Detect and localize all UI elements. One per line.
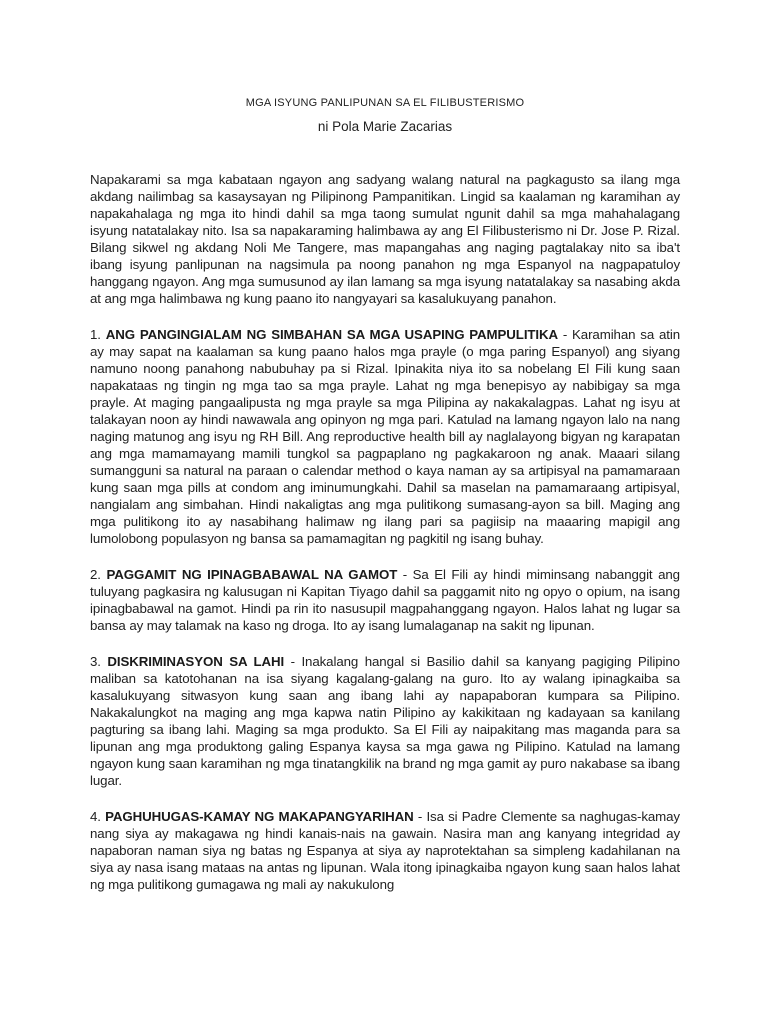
- section-2-heading: PAGGAMIT NG IPINAGBABAWAL NA GAMOT: [106, 567, 398, 582]
- section-3-number: 3.: [90, 654, 101, 669]
- section-1-paragraph: [90, 326, 680, 547]
- section-1-body: - Karamihan sa atin ay may sapat na kaalaman sa kung paano halos mga prayle (o mga paring Espanyol) ang siyang namuno noong panahong nabubuhay pa si Rizal. Ipinakita niya ito sa nobelang El Fili kung saan napakataas ng tingin ng mga tao sa mga prayle. Lahat ng mga benepisyo ay nabibigay sa mga prayle. At maging pangaalipusta ng mga prayle sa mga Pilipina ay nakakalagpas. Lahat ng isyu at talakayan noon ay hindi nawawala ang opinyon ng mga pari. Katulad na lamang ngayon lalo na nang naging matunog ang isyu ng RH Bill. Ang reproductive health bill ay naglalayong bigyan ng karapatan ang mga mamamayang mamili tungkol sa pagpaplano ng pagkakaroon ng anak. Maaari silang sumangguni sa natural na paraan o calendar method o kaya naman ay sa artipisyal na pamamaraan kung saan mga pills at condom ang iminumungkahi. Dahil sa maselan na pamamaraang artipisyal, nangialam ang simbahan. Hindi nakaligtas ang mga pulitikong sumasang-ayon sa bill. Maging ang mga pulitikong ito ay nasabihang halimaw ng ilang pari sa pagiisip na maaaring mapigil ang lumolobong populasyon ng bansa sa pamamagitan ng pagkitil ng isang buhay.: [90, 327, 680, 546]
- section-3-heading: DISKRIMINASYON SA LAHI: [107, 654, 285, 669]
- section-4-body: - Isa si Padre Clemente sa naghugas-kamay nang siya ay makagawa ng hindi kanais-nais na gawain. Nasira man ang kanyang integridad ay napaboran naman siya ng batas ng Espanya at siya ay naprotektahan sa simpleng kadahilanan na siya ay nasa isang mataas na antas ng lipunan. Wala itong ipinagkaiba ngayon kung saan halos lahat ng mga pulitikong gumagawa ng mali ay nakukulong: [90, 809, 680, 892]
- section-1-heading: ANG PANGINGIALAM NG SIMBAHAN SA MGA USAPING PAMPULITIKA: [105, 327, 559, 342]
- section-2-paragraph: [90, 566, 680, 634]
- document-title: MGA ISYUNG PANLIPUNAN SA EL FILIBUSTERISMO: [245, 97, 525, 109]
- document-author: ni Pola Marie Zacarias: [317, 119, 453, 134]
- section-3-paragraph: [90, 653, 680, 789]
- section-4-number: 4.: [90, 809, 101, 824]
- section-2-body: - Sa El Fili ay hindi miminsang nabanggit ang tuluyang pagkasira ng kalusugan ni Kapitan Tiyago dahil sa paggamit nito ng opyo o opium, na isang ipinagbabawal na gamot. Hindi pa rin ito nasusupil magpahanggang ngayon. Halos lahat ng lugar sa bansa ay may talamak na kaso ng droga. Ito ay isang lumalaganap na sakit ng lipunan.: [90, 567, 680, 633]
- document-body: [90, 171, 680, 893]
- section-3-body: - Inakalang hangal si Basilio dahil sa kanyang pagiging Pilipino maliban sa katotohanan na isa siyang kagalang-galang na guro. Ito ay walang ipinagkaiba sa kasalukuyang sitwasyon kung saan ang ibang lahi ay napapaboran kumpara sa Pilipino. Nakakalungkot na maging ang mga kapwa natin Pilipino ay kakikitaan ng kadayaan sa kanilang pagturing sa ibang lahi. Maging sa mga produkto. Sa El Fili ay naipakitang mas maganda para sa lipunan ang mga produktong galing Espanya kaysa sa mga gawa ng Pilipino. Katulad na lamang ngayon kung saan karamihan ng mga tinatangkilik na brand ng mga gamit ay puro nakabase sa ibang lugar.: [90, 654, 680, 788]
- section-1-number: 1.: [90, 327, 101, 342]
- section-4-heading: PAGHUHUGAS-KAMAY NG MAKAPANGYARIHAN: [105, 809, 414, 824]
- section-4-paragraph: [90, 808, 680, 893]
- section-2-number: 2.: [90, 567, 101, 582]
- intro-paragraph: Napakarami sa mga kabataan ngayon ang sadyang walang natural na pagkagusto sa ilang mga akdang nailimbag sa kasaysayan ng Pilipinong Pampanitikan. Lingid sa kaalaman ng karamihan ay napakahalaga ng mga ito hindi dahil sa mga taong sumulat ngunit dahil sa mga mahahalagang isyung natatalakay nito. Isa sa napakaraming halimbawa ay ang El Filibusterismo ni Dr. Jose P. Rizal. Bilang sikwel ng akdang Noli Me Tangere, mas mapangahas ang naging pagtalakay nito sa iba't ibang isyung panlipunan na nagsimula pa noong panahon ng mga Espanyol na nagpapatuloy hanggang ngayon. Ang mga sumusunod ay ilan lamang sa mga isyung natatalakay sa nasabing akda at ang mga halimbawa ng kung paano ito nangyayari sa kasalukuyang panahon.: [90, 172, 680, 306]
